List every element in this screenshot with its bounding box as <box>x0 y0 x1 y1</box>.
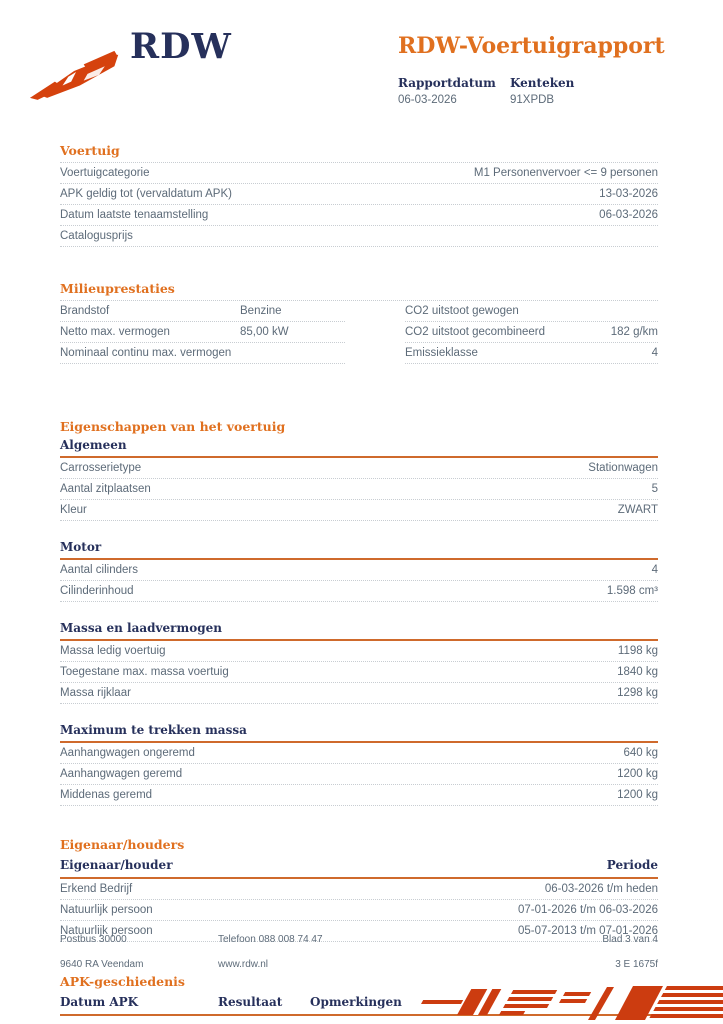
row-value: 06-03-2026 <box>599 209 658 221</box>
footer-address-line2: 9640 RA Veendam <box>60 959 144 970</box>
license-plate-value: 91XPDB <box>510 94 555 106</box>
row-value: 4 <box>651 564 658 576</box>
table-row <box>60 163 658 184</box>
row-value: 1200 kg <box>617 768 658 780</box>
section-title-milieuprestaties: Milieuprestaties <box>60 281 175 296</box>
subsection-trekken-massa <box>60 723 658 806</box>
row-label: Massa rijklaar <box>60 687 131 699</box>
table-row <box>60 900 658 921</box>
row-label: CO2 uitstoot gewogen <box>405 305 519 317</box>
table-row <box>405 301 658 322</box>
row-label: Massa ledig voertuig <box>60 645 166 657</box>
row-value: 1840 kg <box>617 666 658 678</box>
row-label: Kleur <box>60 504 87 516</box>
column-header-eigenaar: Eigenaar/houder <box>60 858 173 872</box>
subsection-motor <box>60 540 658 602</box>
table-row <box>405 322 658 343</box>
section-title-eigenaar: Eigenaar/houders <box>60 837 185 852</box>
row-value: 640 kg <box>623 747 658 759</box>
subsection-title: Massa en laadvermogen <box>60 621 658 641</box>
table-row <box>60 343 345 364</box>
row-label: Natuurlijk persoon <box>60 904 153 916</box>
row-label: Aanhangwagen ongeremd <box>60 747 195 759</box>
footer-phone: Telefoon 088 008 74 47 <box>218 934 323 945</box>
report-date-label: Rapportdatum <box>398 76 496 90</box>
row-label: Carrosserietype <box>60 462 142 474</box>
row-value: 13-03-2026 <box>599 188 658 200</box>
row-value: 5 <box>651 483 658 495</box>
table-row <box>60 184 658 205</box>
row-label: Aantal cilinders <box>60 564 138 576</box>
column-header-periode: Periode <box>606 858 658 872</box>
table-row <box>60 226 658 247</box>
table-row <box>60 560 658 581</box>
rdw-logo-text: RDW <box>130 26 232 67</box>
row-value: 07-01-2026 t/m 06-03-2026 <box>517 904 658 916</box>
row-label: Aantal zitplaatsen <box>60 483 151 495</box>
row-label: Erkend Bedrijf <box>60 883 133 895</box>
license-plate-label: Kenteken <box>510 76 575 90</box>
page-footer <box>60 934 658 984</box>
row-value: 4 <box>651 347 658 359</box>
row-value: 06-03-2026 t/m heden <box>544 883 658 895</box>
row-value: 1.598 cm³ <box>606 585 658 597</box>
section-milieuprestaties <box>60 281 658 364</box>
table-row <box>60 683 658 704</box>
table-row <box>60 581 658 602</box>
report-date-value: 06-03-2026 <box>398 94 457 106</box>
table-row <box>60 500 658 521</box>
row-value: 1200 kg <box>617 789 658 801</box>
table-row <box>405 343 658 364</box>
row-label: CO2 uitstoot gecombineerd <box>405 326 545 338</box>
table-row <box>60 205 658 226</box>
subsection-algemeen <box>60 438 658 521</box>
footer-page-number: Blad 3 van 4 <box>602 934 658 945</box>
subsection-title: Motor <box>60 540 658 560</box>
subsection-title: Algemeen <box>60 438 658 458</box>
row-label: Datum laatste tenaamstelling <box>60 209 209 221</box>
row-value: M1 Personenvervoer <= 9 personen <box>473 167 658 179</box>
row-value <box>240 347 345 359</box>
footer-form-code: 3 E 1675f <box>615 959 658 970</box>
row-label: Catalogusprijs <box>60 230 133 242</box>
row-label: Netto max. vermogen <box>60 326 170 338</box>
row-label: APK geldig tot (vervaldatum APK) <box>60 188 232 200</box>
section-title-voertuig: Voertuig <box>60 143 120 158</box>
page-title: RDW-Voertuigrapport <box>398 33 665 59</box>
row-label: Voertuigcategorie <box>60 167 150 179</box>
table-row <box>60 458 658 479</box>
table-row <box>60 301 345 322</box>
section-eigenschappen <box>60 419 658 806</box>
row-label: Toegestane max. massa voertuig <box>60 666 229 678</box>
rdw-wing-logo-icon <box>28 42 124 102</box>
row-value: 05-07-2013 t/m 07-01-2026 <box>517 925 658 937</box>
table-row <box>60 785 658 806</box>
row-label: Natuurlijk persoon <box>60 925 153 937</box>
section-eigenaar-houders <box>60 837 658 942</box>
column-header-resultaat: Resultaat <box>218 995 283 1009</box>
subsection-title: Maximum te trekken massa <box>60 723 658 743</box>
row-label: Nominaal continu max. vermogen <box>60 347 232 359</box>
row-value: Stationwagen <box>588 462 658 474</box>
table-row <box>60 743 658 764</box>
row-value: Benzine <box>240 305 282 317</box>
table-row <box>60 662 658 683</box>
row-value: 85,00 kW <box>240 326 289 338</box>
table-row <box>60 479 658 500</box>
section-voertuig <box>60 143 658 247</box>
table-row <box>60 764 658 785</box>
table-row <box>60 641 658 662</box>
row-value: ZWART <box>617 504 658 516</box>
row-label: Cilinderinhoud <box>60 585 134 597</box>
rdw-speedlines-graphic <box>411 982 723 1024</box>
column-header-datum-apk: Datum APK <box>60 995 139 1009</box>
section-title-apk: APK-geschiedenis <box>60 974 185 989</box>
row-label: Aanhangwagen geremd <box>60 768 183 780</box>
row-label: Brandstof <box>60 305 110 317</box>
row-value: 1198 kg <box>617 645 658 657</box>
section-title-eigenschappen: Eigenschappen van het voertuig <box>60 419 286 434</box>
table-row <box>60 322 345 343</box>
column-header-opmerkingen: Opmerkingen <box>310 995 402 1009</box>
row-label: Emissieklasse <box>405 347 478 359</box>
row-value: 1298 kg <box>617 687 658 699</box>
row-value: 182 g/km <box>610 326 658 338</box>
subsection-massa <box>60 621 658 704</box>
table-row <box>60 879 658 900</box>
row-label: Middenas geremd <box>60 789 153 801</box>
report-header <box>398 33 665 106</box>
footer-website-link[interactable]: www.rdw.nl <box>218 959 269 970</box>
footer-address-line1: Postbus 30000 <box>60 934 127 945</box>
